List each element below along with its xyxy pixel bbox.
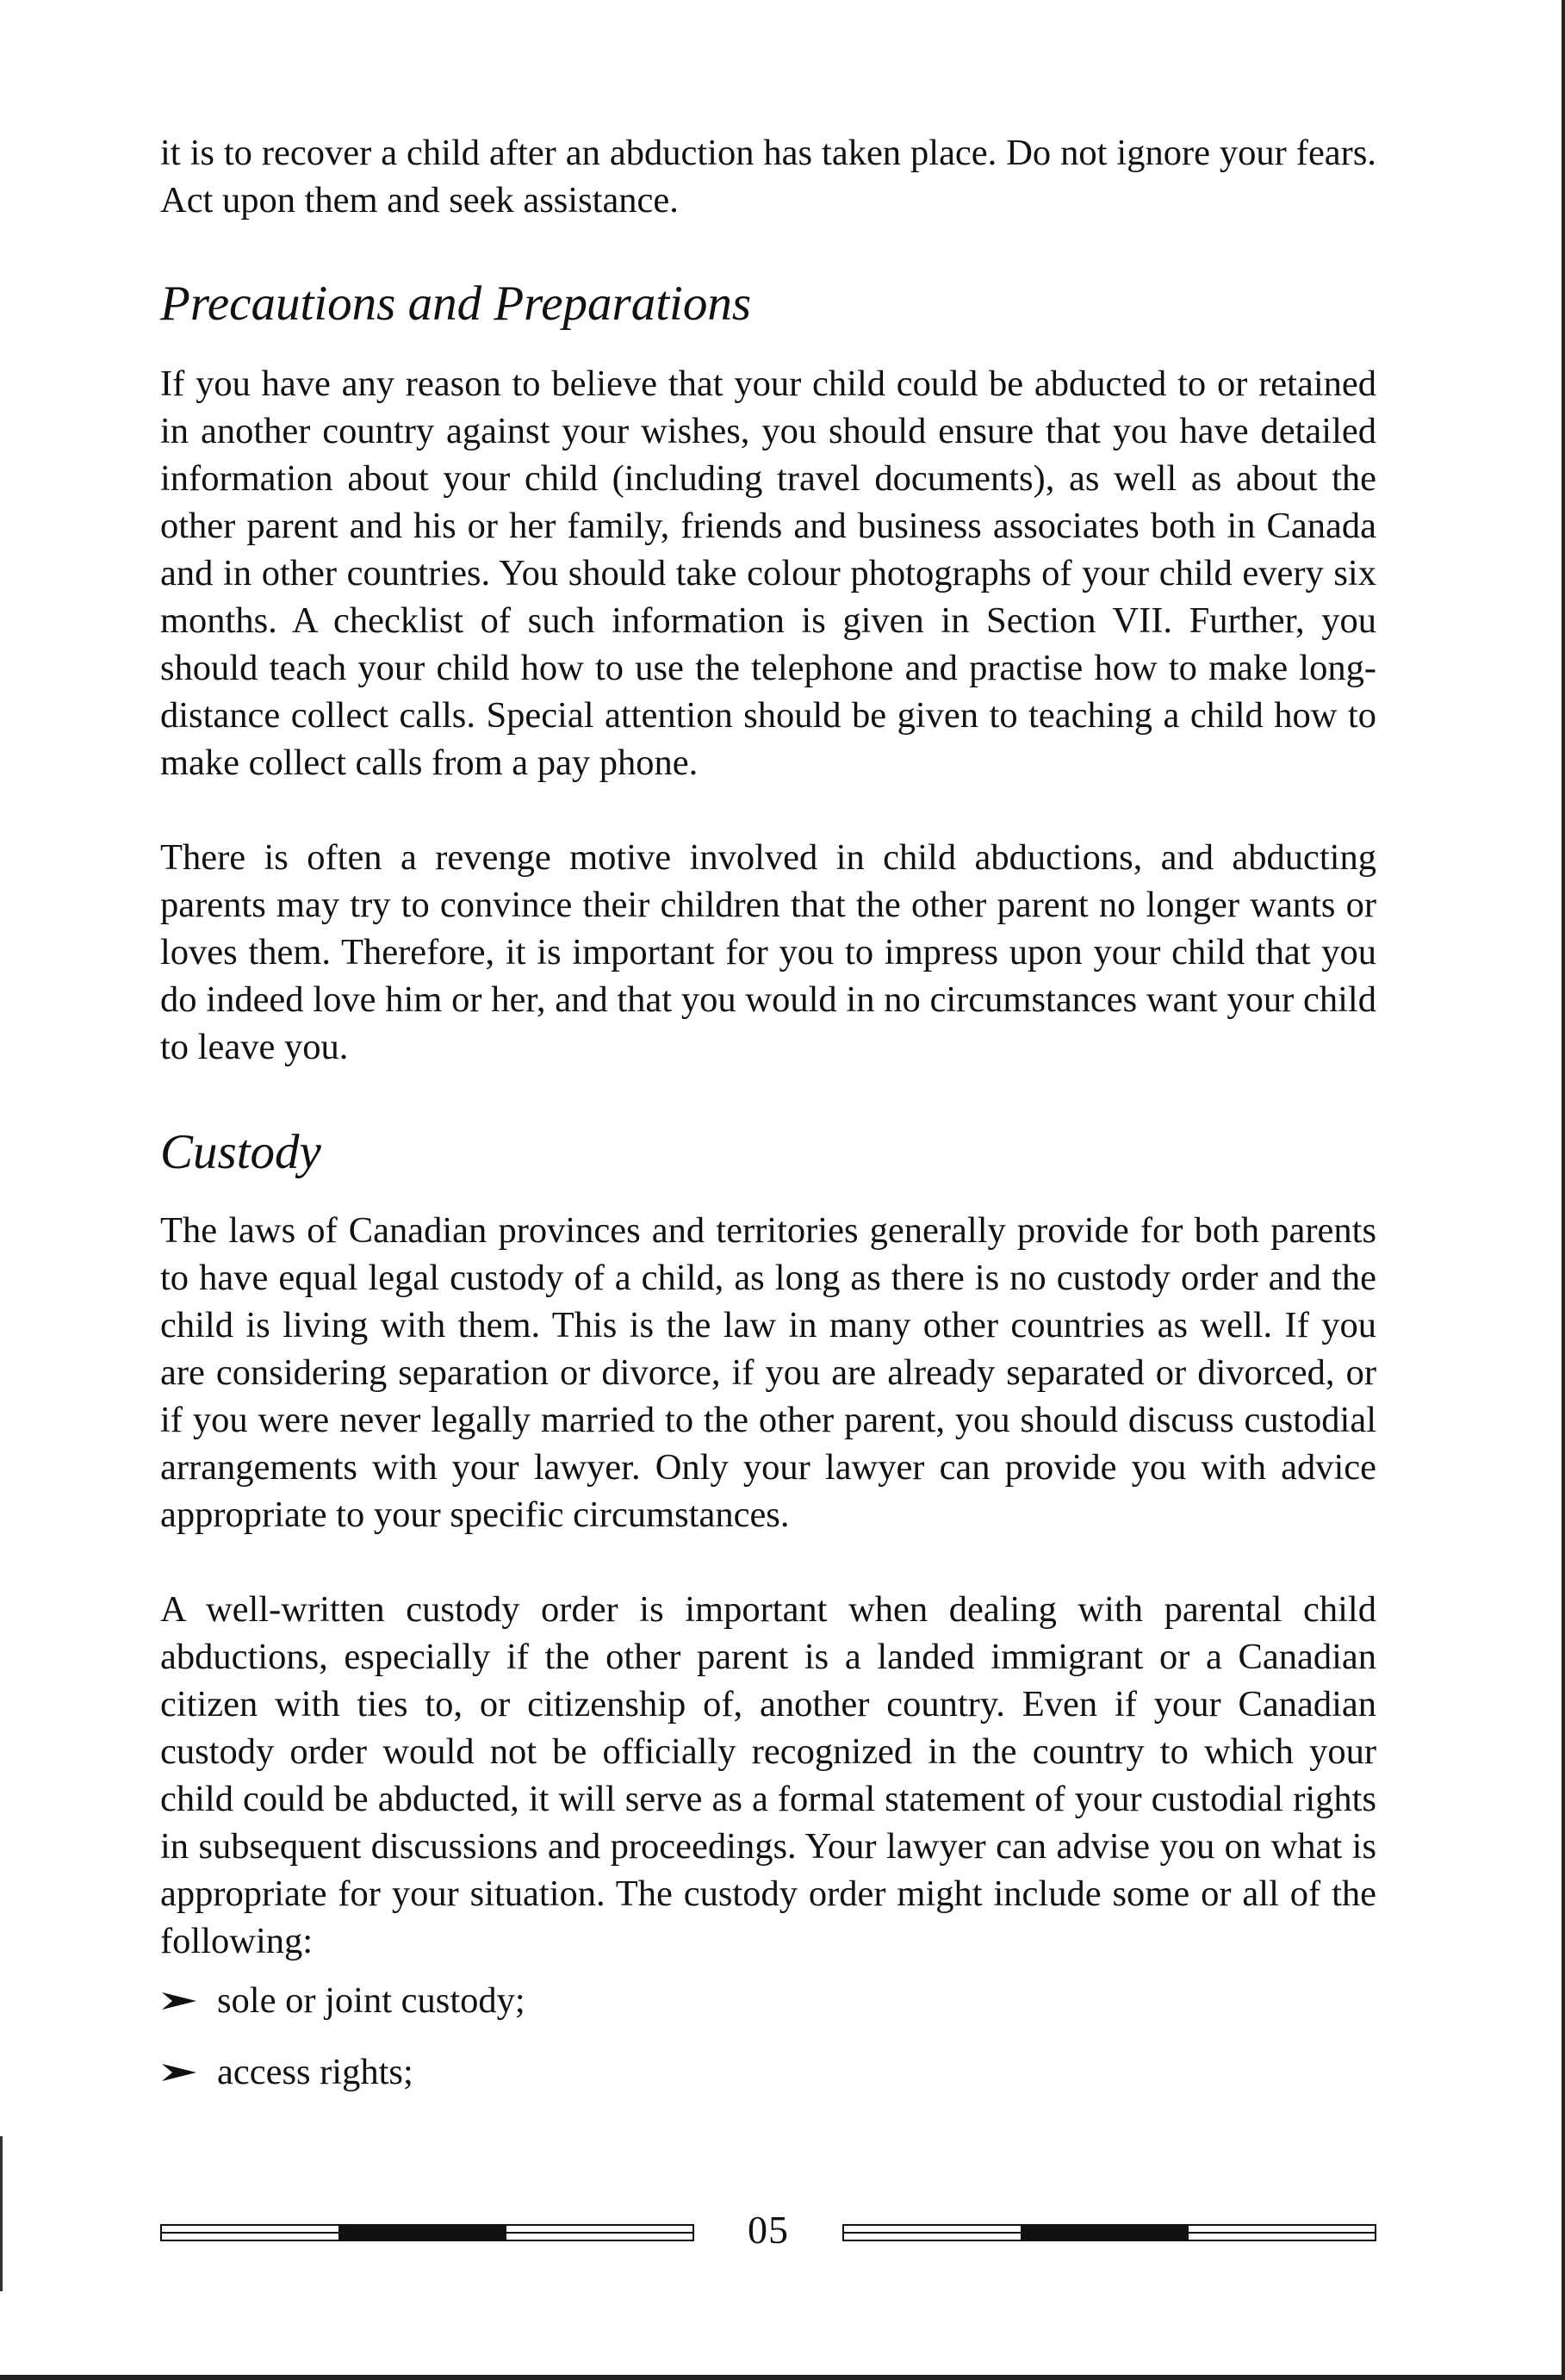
section-heading-precautions: Precautions and Preparations	[160, 277, 752, 331]
scan-edge-left	[0, 2136, 3, 2291]
list-item-text: access rights;	[217, 2052, 413, 2092]
list-item	[160, 1977, 1376, 2024]
custody-paragraph-1: The laws of Canadian provinces and territories generally provide for both parents to have equal legal custody of a child, as long as there is no custody order and the child is living with them. This is the law in many other countries as well. If you are considering separation or divorce, if you are already separated or divorced, or if you were never legally married to the other parent, you should discuss custodial arrangements with your lawyer. Only your lawyer can provide you with advice appropriate to your specific circumstances.	[160, 1210, 1376, 1535]
footer-rule-left	[160, 2224, 694, 2241]
footer-rule-right	[842, 2224, 1376, 2241]
scan-edge-right	[1562, 0, 1565, 2380]
precautions-paragraph-2: There is often a revenge motive involved in child abductions, and abducting parents may try to convince their children that the other parent no longer wants or loves them. Therefore, it is important for you to impress upon your child that you do indeed love him or her, and that you would in no circumstances want your child to leave you.	[160, 837, 1376, 1067]
page-number: 05	[748, 2208, 789, 2252]
list-item-text: sole or joint custody;	[217, 1980, 525, 2021]
page-body	[160, 129, 1376, 2120]
custody-order-list	[160, 1977, 1376, 2096]
page-footer	[160, 2208, 1376, 2252]
section-heading-custody: Custody	[160, 1125, 321, 1179]
scan-edge-bottom	[0, 2375, 1565, 2380]
custody-paragraph-2: A well-written custody order is important when dealing with parental child abductions, especially if the other parent is a landed immigrant or a Canadian citizen with ties to, or citizenship of, another country. Even if your Canadian custody order would not be officially recognized in the country to which your child could be abducted, it will serve as a formal statement of your custodial rights in subsequent discussions and proceedings. Your lawyer can advise you on what is appropriate for your situation. The custody order might include some or all of the following:	[160, 1589, 1376, 1961]
list-item	[160, 2048, 1376, 2096]
footer-rule-band	[1021, 2226, 1189, 2240]
precautions-paragraph-1: If you have any reason to believe that your child could be abducted to or retained in another country against your wishes, you should ensure that you have detailed information about your child (including travel documents), as well as about the other parent and his or her family, friends and business associates both in Canada and in other countries. You should take colour photographs of your child every six months. A checklist of such information is given in Section VII. Further, you should teach your child how to use the telephone and practise how to make long-distance collect calls. Special attention should be given to teaching a child how to make collect calls from a pay phone.	[160, 364, 1376, 783]
footer-rule-band	[338, 2226, 506, 2240]
intro-paragraph: it is to recover a child after an abduction has taken place. Do not ignore your fears. Act upon them and seek assistance.	[160, 133, 1376, 221]
arrowhead-bullet-icon	[160, 2062, 217, 2083]
arrowhead-bullet-icon	[160, 1991, 217, 2011]
